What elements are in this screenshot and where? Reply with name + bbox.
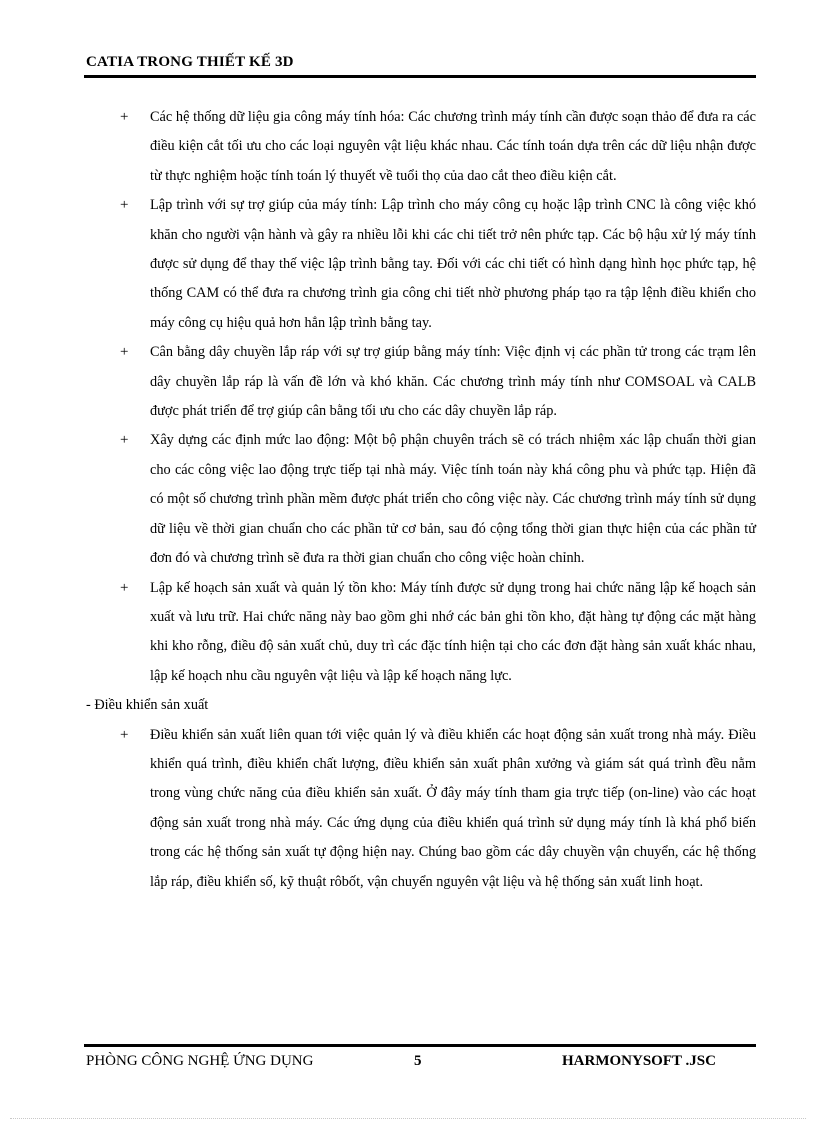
- footer-company: HARMONYSOFT .JSC: [562, 1053, 716, 1069]
- plus-bullet-icon: +: [120, 726, 129, 743]
- plus-bullet-icon: +: [120, 109, 129, 125]
- bullet-item: [86, 103, 756, 191]
- plus-bullet-icon: +: [120, 432, 129, 449]
- bullet-text: Các hệ thống dữ liệu gia công máy tính hóa: Các chương trình máy tính cần được soạn thảo để đưa ra các điều kiện cắt tối ưu cho các loại nguyên vật liệu khác nhau. Các tính toán dựa trên các dữ liệu nhận được từ thực nghiệm hoặc tính toán lý thuyết về tuổi thọ của dao cắt theo điều kiện cắt.: [150, 109, 756, 184]
- bullet-item: [86, 338, 756, 426]
- bullet-text: Điều khiển sản xuất liên quan tới việc quản lý và điều khiển các hoạt động sản xuất trong nhà máy. Điều khiển quá trình, điều khiển chất lượng, điều khiển sản xuất phân xưởng và giám sát quá trình đều nằm trong vùng chức năng của điều khiển sản xuất. Ở đây máy tính tham gia trực tiếp (on-line) vào các hoạt động sản xuất trong nhà máy. Các ứng dụng của điều khiển quá trình sử dụng máy tính là khá phổ biến trong các hệ thống sản xuất tự động hiện nay. Chúng bao gồm các dây chuyền vận chuyển, các hệ thống lắp ráp, điều khiển số, kỹ thuật rôbốt, vận chuyển nguyên vật liệu và hệ thống sản xuất linh hoạt.: [150, 726, 756, 890]
- bullet-text: Xây dựng các định mức lao động: Một bộ phận chuyên trách sẽ có trách nhiệm xác lập chuẩn thời gian cho các công việc lao động trực tiếp tại nhà máy. Việc tính toán này khá công phu và phức tạp. Hiện đã có một số chương trình phần mềm được phát triển cho công việc này. Các chương trình máy tính sử dụng dữ liệu về thời gian chuẩn cho các phần tử cơ bản, sau đó cộng tổng thời gian thực hiện của các phần tử đơn đó và chương trình sẽ đưa ra thời gian chuẩn cho công việc hoàn chỉnh.: [150, 432, 756, 567]
- footer-department: PHÒNG CÔNG NGHỆ ỨNG DỤNG: [86, 1053, 314, 1069]
- bullet-text: Cân bằng dây chuyền lắp ráp với sự trợ giúp bằng máy tính: Việc định vị các phần tử trong các trạm lên dây chuyền lắp ráp là vấn đề lớn và khó khăn. Các chương trình máy tính như COMSOAL và CALB được phát triển để trợ giúp cân bằng tối ưu cho các dây chuyền lắp ráp.: [150, 344, 756, 420]
- bullet-item: [86, 191, 756, 338]
- bullet-item: [86, 426, 756, 573]
- bullet-text: Lập trình với sự trợ giúp của máy tính: Lập trình cho máy công cụ hoặc lập trình CNC là công việc khó khăn cho người vận hành và gây ra nhiều lỗi khi các chi tiết trở nên phức tạp. Các bộ hậu xử lý máy tính được sử dụng để thay thế việc lập trình bằng tay. Đối với các chi tiết có hình dạng hình học phức tạp, hệ thống CAM có thể đưa ra chương trình gia công chi tiết nhờ phương pháp tạo ra tập lệnh điều khiển cho máy công cụ hiệu quả hơn hẳn lập trình bằng tay.: [150, 197, 756, 331]
- section-heading: - Điều khiển sản xuất: [86, 697, 209, 714]
- plus-bullet-icon: +: [120, 579, 129, 596]
- header-rule: [84, 75, 756, 78]
- page-header-title: CATIA TRONG THIẾT KẾ 3D: [86, 54, 294, 70]
- plus-bullet-icon: +: [120, 344, 129, 361]
- bullet-text: Lập kế hoạch sản xuất và quản lý tồn kho: Máy tính được sử dụng trong hai chức năng lập kế hoạch sản xuất và lưu trữ. Hai chức năng này bao gồm ghi nhớ các bản ghi tồn kho, đặt hàng tự động các mặt hàng khi kho rỗng, điều độ sản xuất chủ, duy trì các đặc tính hiện tại cho các đơn đặt hàng sản xuất khác nhau, lập kế hoạch nhu cầu nguyên vật liệu và lập kế hoạch năng lực.: [150, 579, 756, 684]
- document-body: [86, 103, 756, 897]
- page-number: 5: [414, 1053, 422, 1069]
- plus-bullet-icon: +: [120, 197, 129, 214]
- page-edge-divider: [10, 1118, 806, 1119]
- footer-rule: [84, 1044, 756, 1047]
- bullet-item: [86, 721, 756, 897]
- bullet-item: [86, 574, 756, 692]
